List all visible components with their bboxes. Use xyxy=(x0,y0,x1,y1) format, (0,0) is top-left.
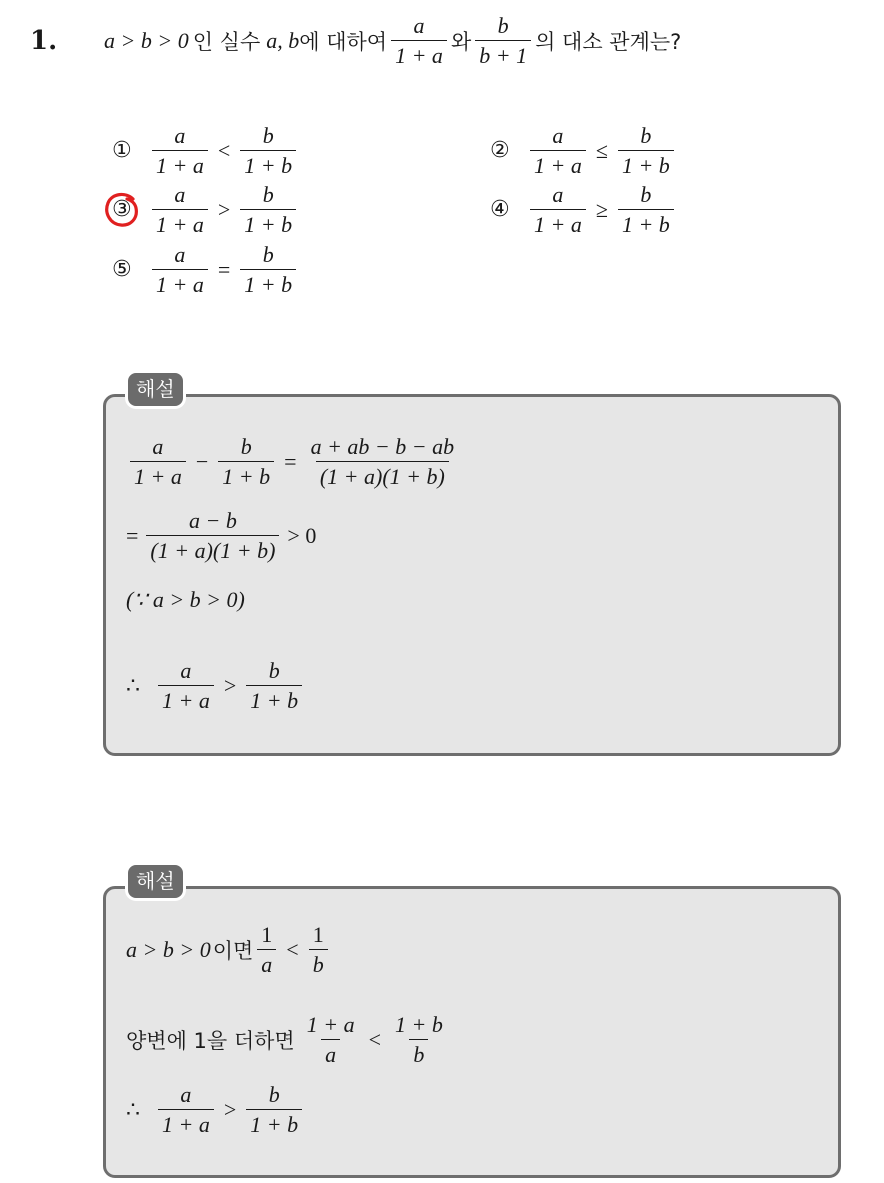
numerator: b xyxy=(640,182,652,207)
denominator: 1 + b xyxy=(246,1109,302,1136)
question-text-4: 의 대소 관계는? xyxy=(535,29,682,54)
denominator: b xyxy=(409,1039,428,1066)
solution-box-1 xyxy=(103,377,841,756)
denominator: 1 + a xyxy=(530,209,586,236)
solution1-line-4 xyxy=(126,659,306,712)
numerator: 1 + b xyxy=(395,1012,443,1037)
solution1-line-2 xyxy=(126,509,316,562)
question-number: 1. xyxy=(30,26,58,56)
right-fraction xyxy=(618,183,674,236)
solution2-line-2 xyxy=(126,1013,451,1066)
question-text xyxy=(104,14,681,67)
left-fraction xyxy=(152,124,208,177)
fraction xyxy=(246,1083,302,1136)
numerator: 1 + a xyxy=(306,1012,355,1037)
choice-number-text: ③ xyxy=(112,197,132,223)
relation: < xyxy=(368,1026,381,1052)
numerator: b xyxy=(268,658,280,683)
numerator: a xyxy=(174,182,186,207)
numerator: a xyxy=(174,123,186,148)
relation: ≥ xyxy=(595,196,608,222)
denominator: 1 + a xyxy=(152,209,208,236)
left-fraction xyxy=(152,183,208,236)
denominator: (1 + a)(1 + b) xyxy=(316,461,449,488)
denominator: 1 + b xyxy=(240,150,296,177)
numerator: a xyxy=(552,123,564,148)
numerator: a xyxy=(180,1082,192,1107)
relation: < xyxy=(217,137,231,163)
numerator: b xyxy=(240,434,252,459)
solution2-line-3 xyxy=(126,1083,306,1136)
denominator: 1 + b xyxy=(618,150,674,177)
relation: = xyxy=(217,256,231,282)
choice-number: ② xyxy=(490,138,510,164)
numerator: b xyxy=(268,1082,280,1107)
numerator: a xyxy=(152,434,164,459)
denominator: 1 + a xyxy=(158,685,214,712)
denominator: a xyxy=(257,949,276,976)
numerator: b xyxy=(497,13,509,38)
fraction xyxy=(309,923,328,976)
numerator: a xyxy=(413,13,425,38)
fraction xyxy=(158,659,214,712)
relation: > xyxy=(223,672,237,698)
question-text-3: 와 xyxy=(450,29,472,54)
choice-2[interactable] xyxy=(490,124,678,177)
solution-tag: 해설 xyxy=(128,865,183,898)
solution1-line-3: (∵ a > b > 0) xyxy=(126,587,245,612)
fraction xyxy=(246,659,302,712)
denominator: b + 1 xyxy=(475,40,531,67)
numerator: b xyxy=(262,242,274,267)
fraction xyxy=(307,435,459,488)
fraction-a-over-1-plus-a xyxy=(391,14,447,67)
denominator: 1 + b xyxy=(218,461,274,488)
numerator: 1 xyxy=(261,922,273,947)
denominator: 1 + b xyxy=(240,269,296,296)
comparison: > 0 xyxy=(287,522,317,548)
right-fraction xyxy=(240,124,296,177)
denominator: a xyxy=(321,1039,340,1066)
fraction xyxy=(130,435,186,488)
numerator: 1 xyxy=(312,922,324,947)
condition: a > b > 0 xyxy=(104,27,189,53)
numerator: b xyxy=(262,123,274,148)
fraction xyxy=(303,1013,359,1066)
numerator: a − b xyxy=(188,508,237,533)
solution-box-2 xyxy=(103,869,841,1178)
numerator: a xyxy=(552,182,564,207)
right-fraction xyxy=(240,183,296,236)
fraction xyxy=(257,923,276,976)
choice-number: ⑤ xyxy=(112,257,132,283)
denominator: 1 + a xyxy=(530,150,586,177)
denominator: 1 + a xyxy=(152,150,208,177)
right-fraction xyxy=(618,124,674,177)
numerator: a + ab − b − ab xyxy=(310,434,455,459)
choice-3[interactable] xyxy=(112,183,300,236)
choice-4[interactable] xyxy=(490,183,678,236)
text: 양변에 1을 더하면 xyxy=(126,1028,295,1053)
denominator: 1 + a xyxy=(158,1109,214,1136)
therefore-symbol: ∴ xyxy=(126,1096,140,1122)
relation: ≤ xyxy=(595,137,608,163)
relation: < xyxy=(286,936,299,962)
therefore-symbol: ∴ xyxy=(126,672,140,698)
numerator: a xyxy=(180,658,192,683)
left-fraction xyxy=(152,243,208,296)
choice-number: ④ xyxy=(490,197,510,223)
denominator: 1 + a xyxy=(130,461,186,488)
left-fraction xyxy=(530,124,586,177)
equals-sign: = xyxy=(284,448,297,474)
text: 이면 xyxy=(212,938,254,963)
fraction-b-over-b-plus-1 xyxy=(475,14,531,67)
numerator: b xyxy=(262,182,274,207)
question-text-1: 인 실수 xyxy=(192,29,261,54)
variables: a, b xyxy=(266,27,300,53)
denominator: 1 + b xyxy=(240,209,296,236)
relation: > xyxy=(223,1096,237,1122)
denominator: (1 + a)(1 + b) xyxy=(146,535,279,562)
left-fraction xyxy=(530,183,586,236)
choice-number xyxy=(112,197,148,222)
minus-sign: − xyxy=(195,448,209,474)
choice-5[interactable] xyxy=(112,243,300,296)
denominator: 1 + a xyxy=(391,40,447,67)
right-fraction xyxy=(240,243,296,296)
solution1-line-1 xyxy=(126,435,462,488)
solution2-line-1 xyxy=(126,923,332,976)
choice-number: ① xyxy=(112,138,132,164)
choice-1[interactable] xyxy=(112,124,300,177)
fraction xyxy=(146,509,279,562)
denominator: 1 + b xyxy=(618,209,674,236)
question-text-2: 에 대하여 xyxy=(299,29,388,54)
denominator: 1 + b xyxy=(246,685,302,712)
equals-sign: = xyxy=(126,522,139,548)
condition: a > b > 0 xyxy=(126,936,211,962)
fraction xyxy=(158,1083,214,1136)
numerator: b xyxy=(640,123,652,148)
fraction xyxy=(391,1013,447,1066)
relation: > xyxy=(217,196,231,222)
denominator: b xyxy=(309,949,328,976)
numerator: a xyxy=(174,242,186,267)
fraction xyxy=(218,435,274,488)
denominator: 1 + a xyxy=(152,269,208,296)
solution-tag: 해설 xyxy=(128,373,183,406)
